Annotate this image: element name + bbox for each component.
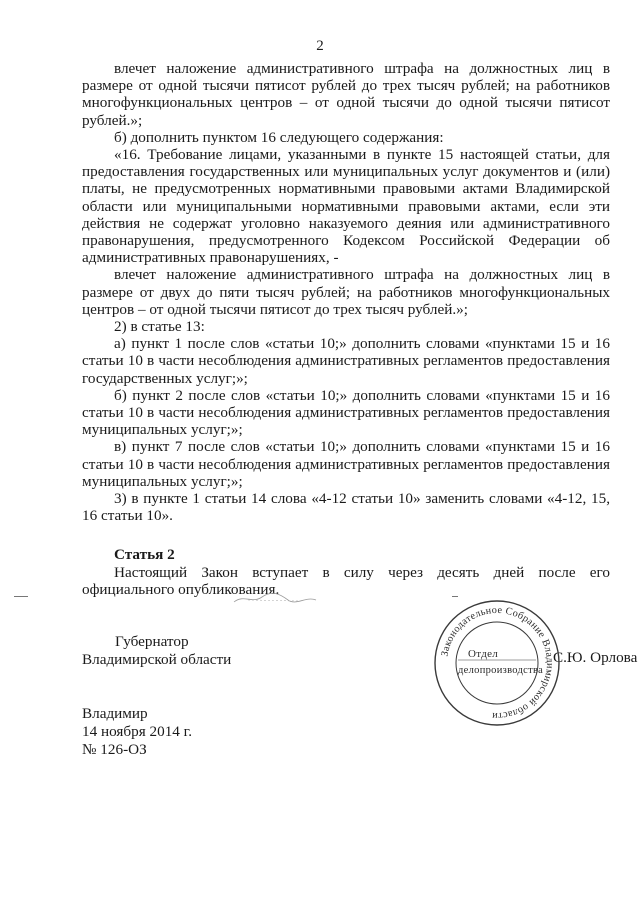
- paragraph: б) дополнить пунктом 16 следующего содержания:: [114, 128, 444, 146]
- article-heading: Статья 2: [114, 546, 175, 564]
- svg-text:Законодательное Собрание Влади: Законодательное Собрание Владимирской области: [439, 604, 556, 722]
- paragraph: а) пункт 1 после слов «статьи 10;» дополнить словами «пунктами 15 и 16 статьи 10 в части несоблюдения административных регламентов предоставления государственных услуг;»;: [82, 335, 610, 387]
- svg-text:Отдел: Отдел: [468, 648, 499, 660]
- law-number: № 126-ОЗ: [82, 741, 147, 758]
- article-text: Настоящий Закон вступает в силу через десять дней после его официального опубликования.: [82, 563, 610, 598]
- paragraph: влечет наложение административного штрафа на должностных лиц в размере от одной тысячи пятисот рублей до трех тысяч рублей; на работников многофункциональных центров – от одной тысячи до одной тысячи пятисот рублей.»;: [82, 60, 610, 129]
- signatory-title: Губернатор: [115, 633, 189, 650]
- signing-date: 14 ноября 2014 г.: [82, 723, 192, 740]
- paragraph: 3) в пункте 1 статьи 14 слова «4-12 статьи 10» заменить словами «4-12, 15, 16 статьи 10».: [82, 490, 610, 525]
- place-of-signing: Владимир: [82, 705, 148, 722]
- signatory-name: С.Ю. Орлова: [553, 649, 638, 666]
- handwritten-mark-icon: [230, 588, 320, 608]
- paragraph: 2) в статье 13:: [114, 318, 205, 336]
- law-body: [82, 60, 610, 598]
- paragraph: в) пункт 7 после слов «статьи 10;» дополнить словами «пунктами 15 и 16 статьи 10 в части несоблюдения административных регламентов предоставления муниципальных услуг;»;: [82, 438, 610, 490]
- signatory-region: Владимирской области: [82, 651, 232, 668]
- paragraph: б) пункт 2 после слов «статьи 10;» дополнить словами «пунктами 15 и 16 статьи 10 в части несоблюдения административных регламентов предоставления муниципальных услуг;»;: [82, 386, 610, 439]
- seal-stamp-icon: [432, 598, 562, 728]
- svg-text:делопроизводства: делопроизводства: [458, 665, 544, 676]
- margin-mark: [452, 596, 458, 597]
- margin-mark: [14, 596, 28, 597]
- page-number: 2: [316, 38, 324, 54]
- paragraph: «16. Требование лицами, указанными в пункте 15 настоящей статьи, для предоставления государственных или муниципальных услуг документов и (или) платы, не предусмотренных нормативными правовыми актами Владимирской области или муниципальными нормативными правовыми актами, если эти действия не содержат уголовно наказуемого деяния или административного правонарушения, предусмотренного Кодексом Российской Федерации об административных правонарушениях, -: [82, 146, 610, 267]
- paragraph: влечет наложение административного штрафа на должностных лиц в размере от двух до пяти тысяч рублей; на работников многофункциональных центров – от одной тысячи пятисот до трех тысяч рублей.»;: [82, 266, 610, 318]
